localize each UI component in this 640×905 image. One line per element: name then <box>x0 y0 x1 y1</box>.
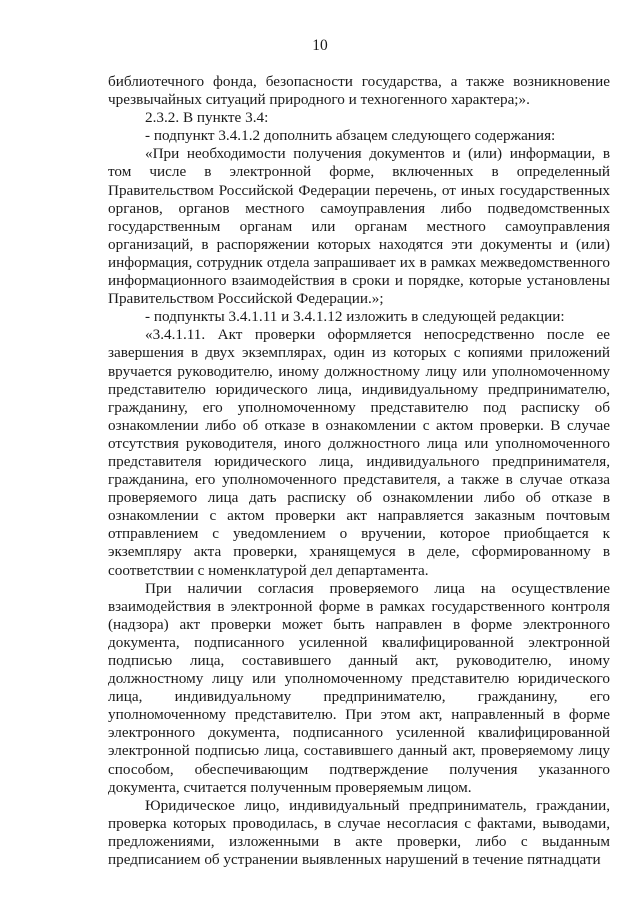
document-body <box>108 73 610 869</box>
paragraph-amendment-intro-2: - подпункты 3.4.1.11 и 3.4.1.12 изложить в следующей редакции: <box>145 308 565 326</box>
paragraph-section-heading: 2.3.2. В пункте 3.4: <box>145 109 269 127</box>
paragraph-objection: Юридическое лицо, индивидуальный предприниматель, граждании, проверка которых проводилась, в случае несогласия с фактами, выводами, предложениями, изложенными в акте проверки, либо с выданным предписанием об устранении выявленных нарушений в течение пятнадцати <box>108 796 610 869</box>
paragraph-electronic-delivery: При наличии согласия проверяемого лица на осуществление взаимодействия в электронной форме в рамках государственного контроля (надзора) акт проверки может быть направлен в форме электронного документа, подписанного усиленной квалифицированной электронной подписью лица, составившего данный акт, руководителю, иному должностному лицу или уполномоченному представителю юридического лица, индивидуальному предпринимателю, гражданину, его уполномоченному представителю. При этом акт, направленный в форме электронного документа, подписанного усиленной квалифицированной электронной подписью лица, составившего данный акт, проверяемому лицу способом, обеспечивающим подтверждение получения указанного документа, считается полученным проверяемым лицом. <box>108 579 610 796</box>
paragraph-continuation: библиотечного фонда, безопасности государства, а также возникновение чрезвычайных ситуаций природного и техногенного характера;». <box>108 73 610 109</box>
paragraph-quoted-addition: «При необходимости получения документов и (или) информации, в том числе в электронной форме, включенных в определенный Правительством Российской Федерации перечень, от иных государственных органов, органов местного самоуправления либо подведомственных государственным органам или органам местного самоуправления организаций, в распоряжении которых находятся эти документы и (или) информация, сотрудник отдела запрашивает их в рамках межведомственного информационного взаимодействия в сроки и порядке, которые установлены Правительством Российской Федерации.»; <box>108 145 610 308</box>
paragraph-subclause-3-4-1-11: «3.4.1.11. Акт проверки оформляется непосредственно после ее завершения в двух экземплярах, один из которых с копиями приложений вручается руководителю, иному должностному лицу или уполномоченному представителю юридического лица, индивидуальному предпринимателю, гражданину, его уполномоченному представителю под расписку об ознакомлении либо об отказе в ознакомлении с актом проверки. В случае отсутствия руководителя, иного должностного лица или уполномоченного представителя юридического лица, индивидуального предпринимателя, гражданина, его уполномоченного представителя, а также в случае отказа проверяемого лица дать расписку об ознакомлении либо об отказе в ознакомлении с актом проверки акт направляется заказным почтовым отправлением с уведомлением о вручении, которое приобщается к экземпляру акта проверки, хранящемуся в деле, сформированному в соответствии с номенклатурой дел департамента. <box>108 326 610 579</box>
paragraph-amendment-intro: - подпункт 3.4.1.2 дополнить абзацем следующего содержания: <box>145 127 556 145</box>
page-number: 10 <box>312 37 328 54</box>
